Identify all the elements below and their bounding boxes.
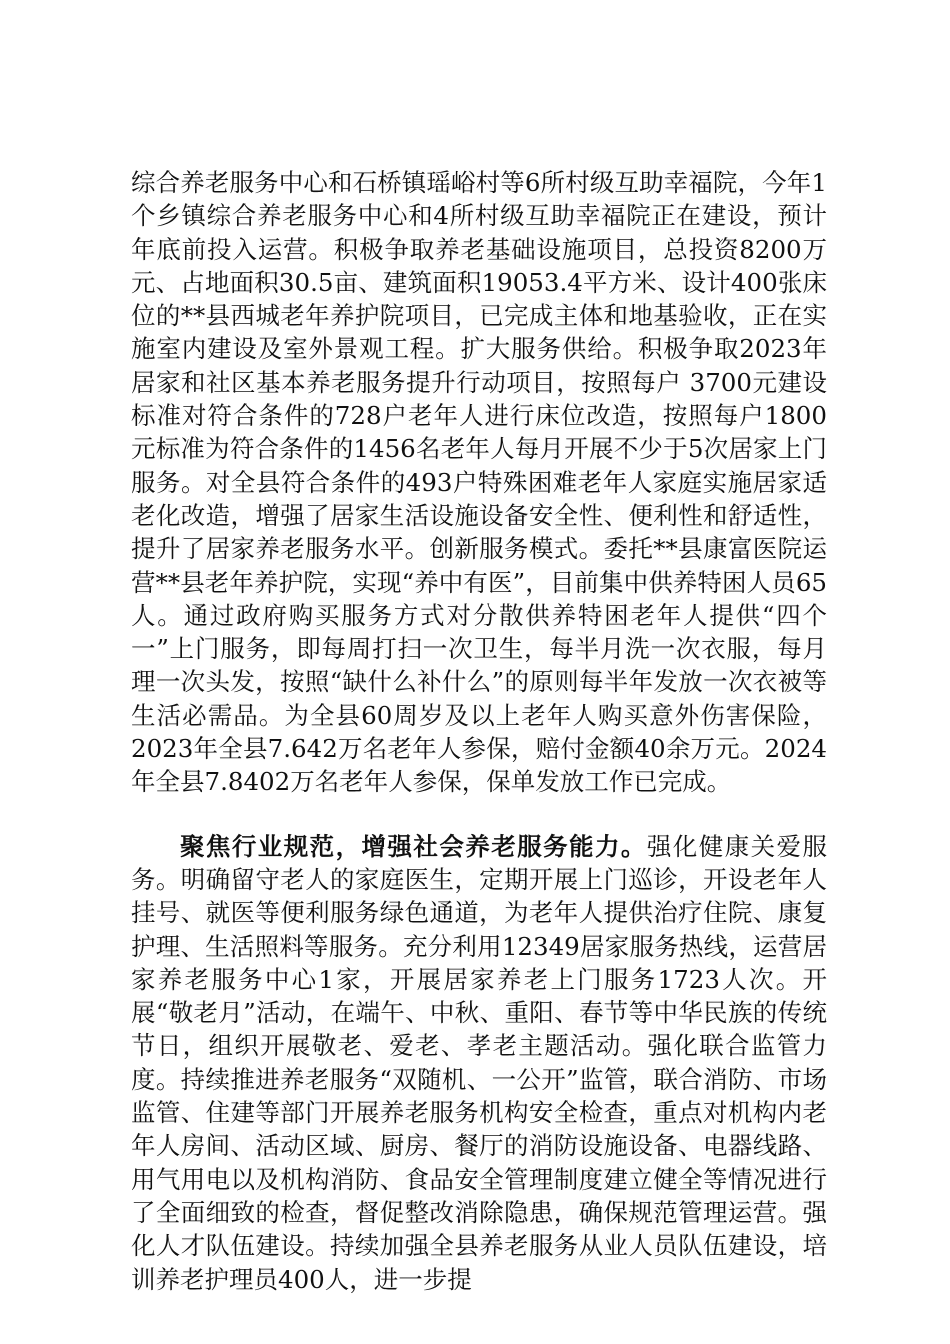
section-body-text: 强化健康关爱服务。明确留守老人的家庭医生，定期开展上门巡诊，开设老年人挂号、就医等便利服务绿色通道，为老年人提供治疗住院、康复护理、生活照料等服务。充分利用12349居家服务热线，运营居家养老服务中心1家，开展居家养老上门服务1723人次。开展“敬老月”活动，在端午、中秋、重阳、春节等中华民族的传统节日，组织开展敬老、爱老、孝老主题活动。强化联合监管力度。持续推进养老服务“双随机、一公开”监管，联合消防、市场监管、住建等部门开展养老服务机构安全检查，重点对机构内老年人房间、活动区域、厨房、餐厅的消防设施设备、电器线路、用气用电以及机构消防、食品安全管理制度建立健全等情况进行了全面细致的检查，督促整改消除隐患，确保规范管理运营。强化人才队伍建设。持续加强全县养老服务从业人员队伍建设，培训养老护理员400人，进一步提: [131, 831, 827, 1294]
document-page: [131, 166, 827, 1296]
section-paragraph: [131, 830, 827, 1296]
section-heading: 聚焦行业规范，增强社会养老服务能力。: [180, 831, 647, 861]
body-paragraph: 综合养老服务中心和石桥镇瑶峪村等6所村级互助幸福院，今年1个乡镇综合养老服务中心和4所村级互助幸福院正在建设，预计年底前投入运营。积极争取养老基础设施项目，总投资8200万元、占地面积30.5亩、建筑面积19053.4平方米、设计400张床位的**县西城老年养护院项目，已完成主体和地基验收，正在实施室内建设及室外景观工程。扩大服务供给。积极争取2023年居家和社区基本养老服务提升行动项目，按照每户 3700元建设标准对符合条件的728户老年人进行床位改造，按照每户1800元标准为符合条件的1456名老年人每月开展不少于5次居家上门服务。对全县符合条件的493户特殊困难老年人家庭实施居家适老化改造，增强了居家生活设施设备安全性、便利性和舒适性，提升了居家养老服务水平。创新服务模式。委托**县康富医院运营**县老年养护院，实现“养中有医”，目前集中供养特困人员65人。通过政府购买服务方式对分散供养特困老年人提供“四个一”上门服务，即每周打扫一次卫生，每半月洗一次衣服，每月理一次头发，按照“缺什么补什么”的原则每半年发放一次衣被等生活必需品。为全县60周岁及以上老年人购买意外伤害保险，2023年全县7.642万名老年人参保，赔付金额40余万元。2024年全县7.8402万名老年人参保，保单发放工作已完成。: [131, 168, 827, 797]
